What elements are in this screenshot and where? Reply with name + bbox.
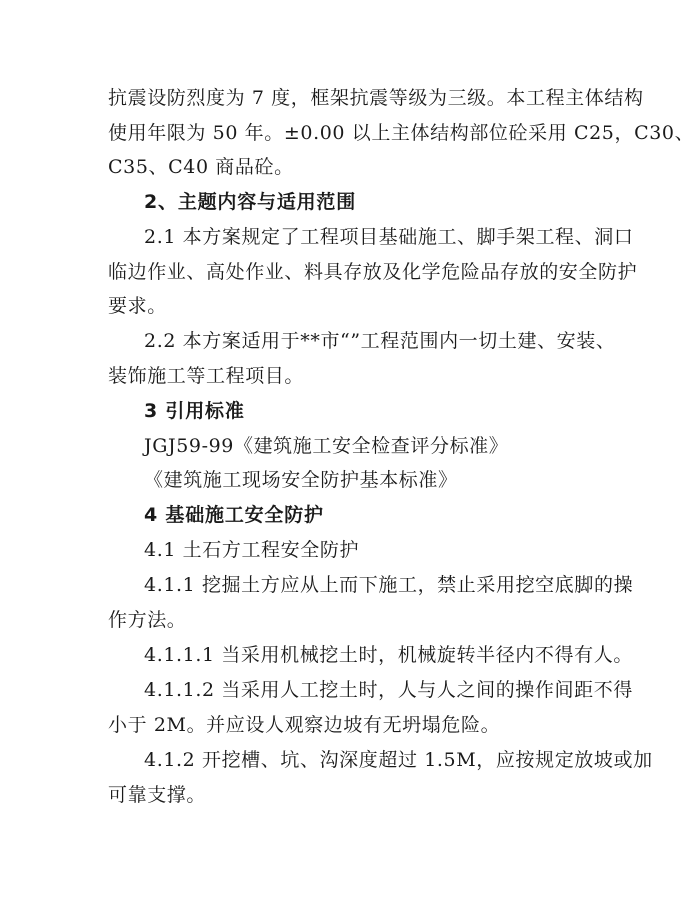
paragraph-line: 小于 2M。并应设人观察边坡有无坍塌危险。 [108,714,501,736]
paragraph-line: 4.1.2 开挖槽、坑、沟深度超过 1.5M，应按规定放坡或加 [144,749,653,771]
paragraph-line: 抗震设防烈度为 7 度，框架抗震等级为三级。本工程主体结构 [108,87,644,109]
reference-item: 《建筑施工现场安全防护基本标准》 [144,469,458,491]
paragraph-line: 4.1.1 挖掘土方应从上而下施工，禁止采用挖空底脚的操 [144,574,634,596]
paragraph-line: 4.1.1.1 当采用机械挖土时，机械旋转半径内不得有人。 [144,644,633,666]
paragraph-line: 作方法。 [108,609,187,631]
section-heading-2: 2、主题内容与适用范围 [144,191,357,213]
section-heading-4: 4 基础施工安全防护 [144,504,324,526]
paragraph-line: 2.1 本方案规定了工程项目基础施工、脚手架工程、洞口 [144,226,634,248]
reference-item: JGJ59-99《建筑施工安全检查评分标准》 [144,435,509,457]
paragraph-line: 4.1.1.2 当采用人工挖土时，人与人之间的操作间距不得 [144,679,633,701]
paragraph-line: 要求。 [108,295,167,317]
paragraph-line: 2.2 本方案适用于**市“”工程范围内一切土建、安装、 [144,330,616,352]
paragraph-line: 使用年限为 50 年。±0.00 以上主体结构部位砼采用 C25，C30、 [108,122,695,144]
subsection-heading: 4.1 土石方工程安全防护 [144,539,360,561]
section-heading-3: 3 引用标准 [144,400,245,422]
paragraph-line: 临边作业、高处作业、料具存放及化学危险品存放的安全防护 [108,261,638,283]
paragraph-line: 装饰施工等工程项目。 [108,365,305,387]
paragraph-line: 可靠支撑。 [108,784,207,806]
paragraph-line: C35、C40 商品砼。 [108,156,294,178]
